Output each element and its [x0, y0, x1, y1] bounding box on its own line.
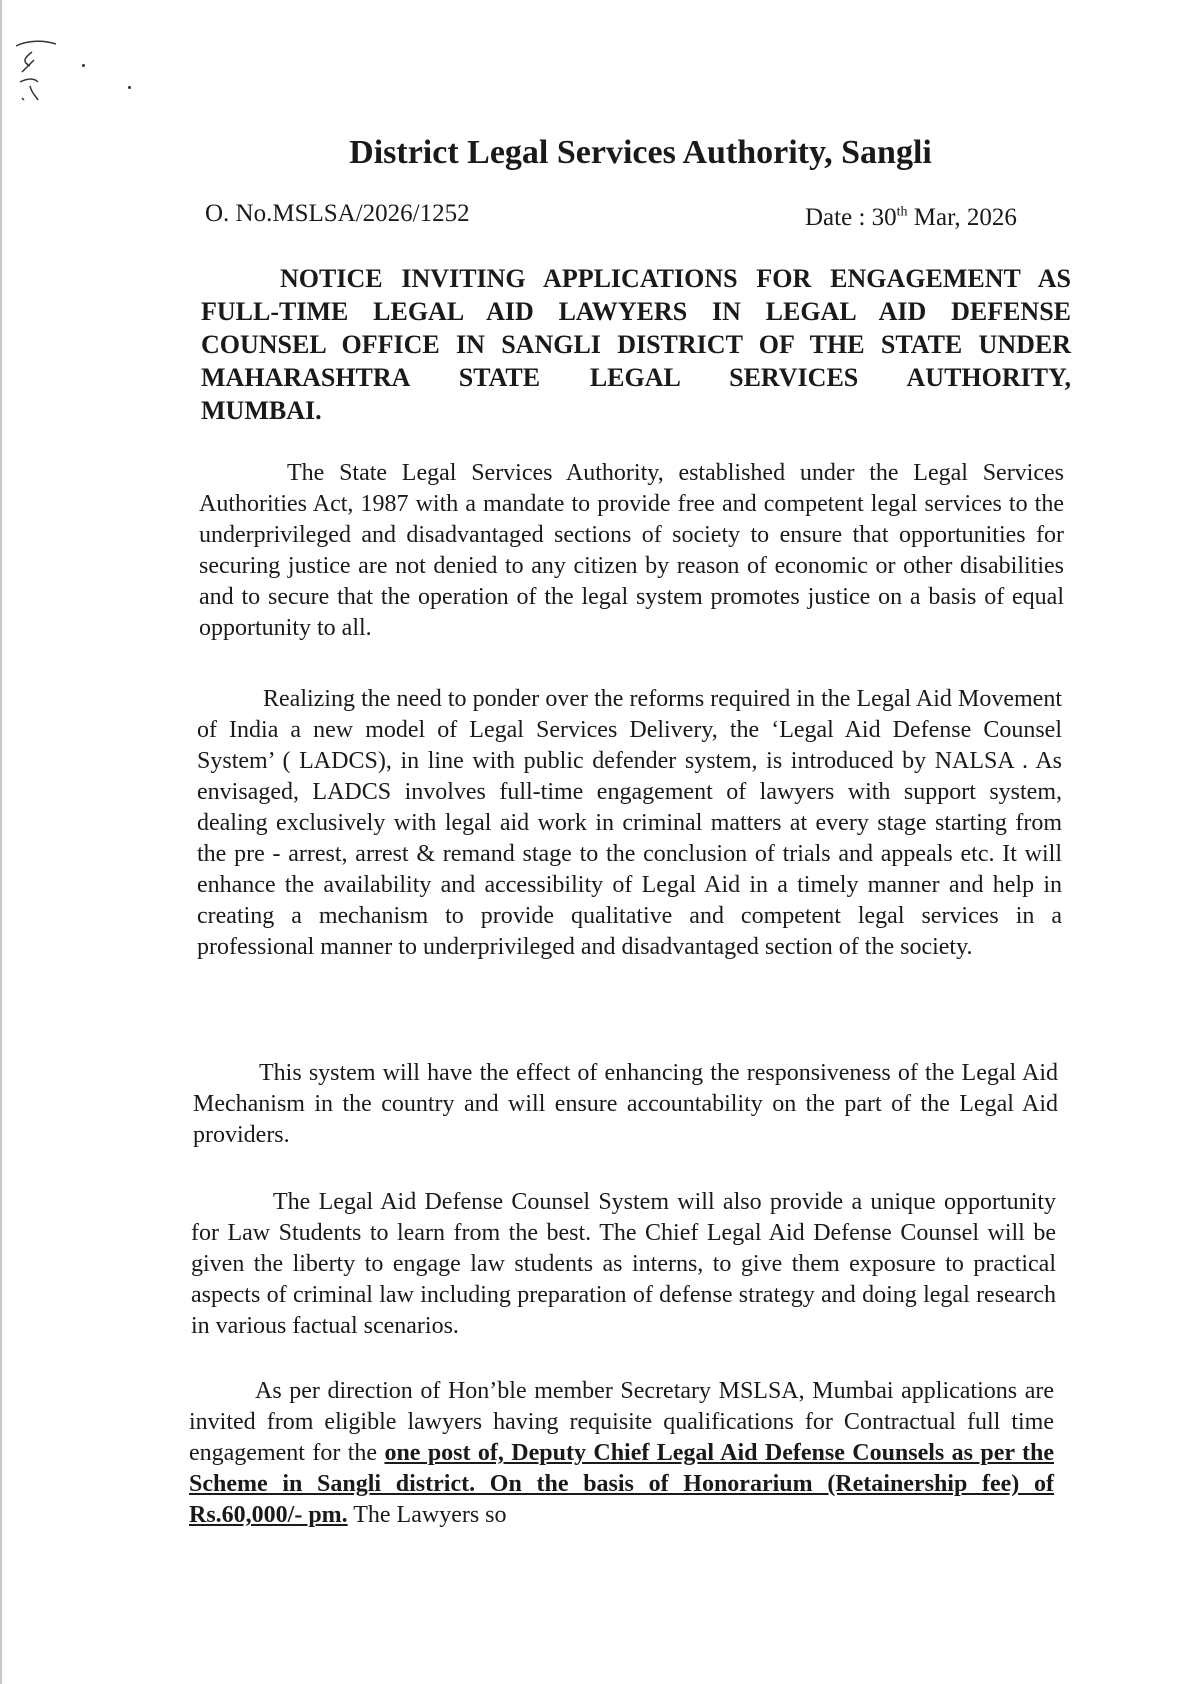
post-details: one post of, Deputy Chief Legal Aid Defense Counsels as per the Scheme in Sangli district. On the basis of Honorarium (Retainership fee) of Rs.60,000/- pm.	[189, 1440, 1055, 1528]
notice-title-line: NOTICE INVITING APPLICATIONS FOR ENGAGEMENT AS	[280, 264, 1071, 293]
notice-title	[201, 262, 1071, 427]
handwritten-mark-icon	[14, 38, 74, 118]
notice-title-line: MUMBAI.	[201, 396, 322, 425]
paragraph-responsiveness: This system will have the effect of enhancing the responsiveness of the Legal Aid Mechanism in the country and will ensure accountability on the part of the Legal Aid providers.	[193, 1060, 1058, 1148]
scan-edge-line	[0, 0, 2, 1684]
speck-mark	[128, 86, 131, 89]
notice-title-line: MAHARASHTRA STATE LEGAL SERVICES AUTHORITY,	[201, 363, 1071, 392]
paragraph-law-students: The Legal Aid Defense Counsel System will also provide a unique opportunity for Law Students to learn from the best. The Chief Legal Aid Defense Counsel will be given the liberty to engage law students as interns, to give them exposure to practical aspects of criminal law including preparation of defense strategy and doing legal research in various factual scenarios.	[191, 1189, 1056, 1339]
speck-mark	[82, 64, 85, 67]
order-number: O. No.MSLSA/2026/1252	[205, 200, 470, 227]
page-title: District Legal Services Authority, Sangli	[349, 134, 932, 171]
notice-title-line: FULL-TIME LEGAL AID LAWYERS IN LEGAL AID DEFENSE	[201, 297, 1071, 326]
document-date: Date : 30th Mar, 2026	[805, 204, 1017, 231]
paragraph-intro: The State Legal Services Authority, established under the Legal Services Authorities Act, 1987 with a mandate to provide free and competent legal services to the underprivileged and disadvantaged sections of society to ensure that opportunities for securing justice are not denied to any citizen by reason of economic or other disabilities and to secure that the operation of the legal system promotes justice on a basis of equal opportunity to all.	[199, 460, 1064, 641]
paragraph-ladcs: Realizing the need to ponder over the reforms required in the Legal Aid Movement of India a new model of Legal Services Delivery, the ‘Legal Aid Defense Counsel System’ ( LADCS), in line with public defender system, is introduced by NALSA . As envisaged, LADCS involves full-time engagement of lawyers with support system, dealing exclusively with legal aid work in criminal matters at every stage starting from the pre - arrest, arrest & remand stage to the conclusion of trials and appeals etc. It will enhance the availability and accessibility of Legal Aid in a timely manner and help in creating a mechanism to provide qualitative and competent legal services in a professional manner to underprivileged and disadvantaged section of the society.	[197, 686, 1062, 960]
notice-title-line: COUNSEL OFFICE IN SANGLI DISTRICT OF THE STATE UNDER	[201, 330, 1071, 359]
paragraph-applications: As per direction of Hon’ble member Secretary MSLSA, Mumbai applications are invited from eligible lawyers having requisite qualifications for Contractual full time engagement for the one post of, Deputy Chief Legal Aid Defense Counsels as per the Scheme in Sangli district. On the basis of Honorarium (Retainership fee) of Rs.60,000/- pm. The Lawyers so	[189, 1378, 1055, 1528]
